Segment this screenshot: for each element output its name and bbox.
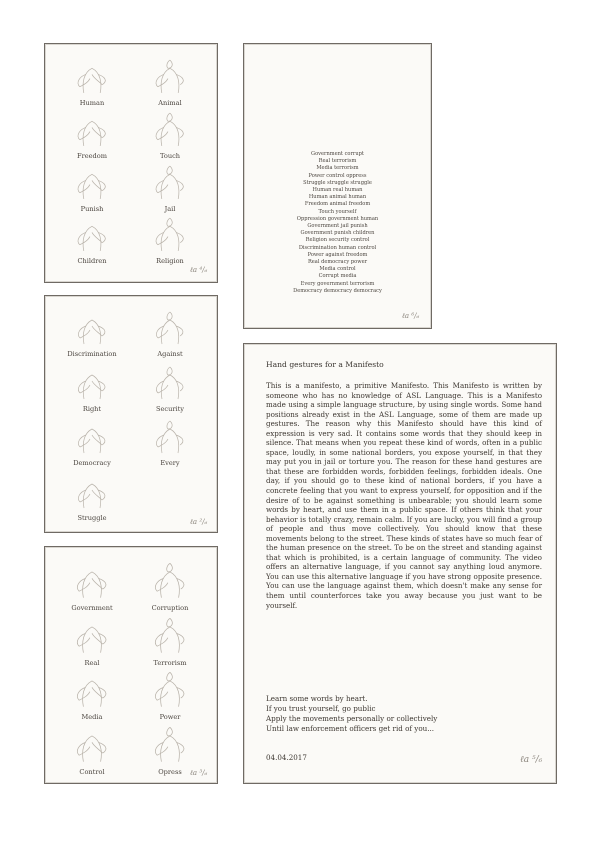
gesture-label: Against	[157, 350, 183, 358]
gesture-label: Security	[156, 405, 184, 413]
gesture-drawing	[57, 162, 127, 203]
gesture-label: Right	[82, 405, 102, 413]
gesture-drawing	[135, 214, 205, 255]
signature: ℓa ⁶/₆	[402, 312, 420, 320]
signature: ℓa ⁵/₆	[520, 755, 543, 765]
gesture-drawing	[57, 308, 127, 348]
manifesto-date: 04.04.2017	[266, 753, 307, 762]
gesture-label: Corruption	[151, 604, 189, 612]
gesture-cell	[57, 472, 127, 524]
word-list	[244, 151, 431, 295]
word-list-line: Discrimination human control	[298, 244, 377, 251]
gesture-cell	[135, 109, 205, 161]
gesture-drawing	[135, 308, 205, 348]
word-list-line: Human animal human	[308, 194, 367, 201]
poem-line: If you trust yourself, go public	[266, 704, 376, 713]
word-list-line: Real democracy power	[307, 259, 368, 266]
poem-line: Apply the movements personally or collectively	[266, 714, 438, 723]
manifesto-title: Hand gestures for a Manifesto	[266, 360, 384, 369]
gesture-cell	[135, 308, 205, 360]
gesture-label: Opress	[158, 768, 182, 776]
gesture-label: Religion	[156, 257, 184, 265]
word-list-line: Power against freedom	[307, 251, 368, 258]
gesture-drawing	[57, 56, 127, 97]
gesture-label: Freedom	[77, 152, 107, 160]
gesture-cell	[135, 559, 205, 611]
gesture-drawing	[57, 614, 127, 657]
manifesto-poem	[266, 694, 437, 734]
gesture-cell	[57, 614, 127, 666]
gesture-cell	[135, 723, 208, 777]
manifesto-body: This is a manifesto, a primitive Manifesto. This Manifesto is written by someone who has no knowledge of ASL Language. This is a Manifesto made using a simple language structure, by using single words. Some hand positions already exist in the ASL Language, some of them are made up gestures. The reason why this Manifesto should have this kind of expression is very sad. It contains some words that they should keep in silence. That means when you repeat these kind of words, often in a public space, loudly, in some national borders, you expose yourself, in that they may put you in jail or torture you. The reason for these hand gestures are that these are forbidden words, forbidden feelings, forbidden ideals. One day, if you should go to these kind of national borders, if you have a concrete feeling that you want to express yourself, for opposition and if the desire of to be against something is unbearable; you should learn some words by heart, and use them in a public space. If others think that your behavior is totally crazy, remain calm. If you are lucky, you will find a group of people and thus move collectively. You should know that these movements belong to the street. These kinds of states have so much fear of the human presence on the street. To be on the street and standing against that which is prohibited, is a certain language of community. The video offers an alternative language, if you cannot say anything loud anymore. You can use this alternative language if you have strong opposite presence. You can use the language against them, which doesn't make any sense for them until counterforces take you away because you just want to be yourself.	[266, 381, 542, 610]
gesture-label: Touch	[159, 152, 181, 160]
gesture-drawing	[135, 614, 205, 657]
gesture-label: Media	[81, 713, 103, 721]
gesture-drawing	[57, 559, 127, 602]
gesture-cell	[135, 614, 205, 666]
gesture-cell	[57, 56, 127, 108]
gesture-drawing	[135, 363, 205, 403]
gesture-label: Animal	[158, 99, 182, 107]
gesture-drawing	[135, 559, 205, 602]
gesture-label: Government	[71, 604, 113, 612]
gesture-cell	[135, 417, 205, 469]
gesture-cell	[135, 56, 205, 108]
gesture-cell	[57, 162, 127, 214]
drawing-sheet-2	[44, 295, 218, 533]
word-list-line: Real terrorism	[318, 158, 357, 165]
gesture-drawing	[135, 417, 205, 457]
word-list-line: Struggle struggle struggle	[303, 179, 372, 186]
word-list-line: Corrupt media	[318, 273, 357, 280]
gesture-label: Terrorism	[153, 659, 187, 667]
signature: ℓa ³/₆	[190, 769, 208, 777]
gesture-drawing	[57, 723, 127, 766]
gesture-drawing	[135, 723, 205, 766]
gesture-cell	[57, 668, 127, 720]
gesture-cell	[57, 109, 127, 161]
word-list-line: Power control oppress	[308, 172, 367, 179]
word-list-line: Media control	[319, 266, 356, 273]
signature: ℓa ⁴/₆	[190, 266, 208, 274]
word-list-line: Government jail punish	[307, 223, 368, 230]
gesture-cell	[57, 308, 127, 360]
word-list-line: Oppression government human	[296, 215, 379, 222]
gesture-label: Human	[79, 99, 105, 107]
word-list-line: Human real human	[312, 187, 363, 194]
word-list-line: Government corrupt	[311, 151, 364, 157]
gesture-cell	[57, 559, 127, 611]
word-list-line: Freedom animal freedom	[304, 201, 371, 208]
gesture-label: Real	[84, 659, 100, 667]
gesture-drawing	[57, 363, 127, 403]
poem-line: Until law enforcement officers get rid of you...	[266, 724, 435, 733]
word-list-line: Touch yourself	[318, 208, 357, 215]
gesture-drawing	[57, 417, 127, 457]
gesture-label: Struggle	[77, 514, 107, 522]
gesture-cell	[57, 363, 127, 415]
drawing-sheet-3	[44, 546, 218, 784]
gesture-cell	[135, 162, 205, 214]
word-list-sheet	[243, 43, 432, 329]
gesture-label: Democracy	[73, 459, 111, 467]
signature: ℓa ²/₆	[190, 518, 208, 526]
gesture-drawing	[135, 162, 205, 203]
gesture-cell	[135, 668, 205, 720]
poem-line: Learn some words by heart.	[266, 694, 368, 703]
gesture-label: Control	[79, 768, 105, 776]
gesture-label: Punish	[80, 205, 104, 213]
gesture-drawing	[57, 214, 127, 255]
drawing-sheet-1	[44, 43, 218, 283]
gesture-label: Children	[77, 257, 107, 265]
gesture-drawing	[57, 668, 127, 711]
manifesto-sheet	[243, 343, 557, 784]
word-list-line: Government punish children	[300, 230, 375, 237]
word-list-line: Every government terrorism	[300, 280, 375, 287]
gesture-drawing	[57, 109, 127, 150]
gesture-cell	[57, 723, 127, 775]
gesture-drawing	[135, 668, 205, 711]
gesture-label: Power	[159, 713, 181, 721]
gesture-cell	[57, 417, 127, 469]
gesture-cell	[135, 363, 205, 415]
gesture-drawing	[57, 472, 127, 512]
gesture-cell	[57, 214, 127, 266]
word-list-line: Media terrorism	[316, 165, 359, 172]
gesture-label: Jail	[164, 205, 176, 213]
word-list-line: Democracy democracy democracy	[293, 287, 382, 294]
gesture-drawing	[135, 109, 205, 150]
word-list-line: Religion security control	[305, 237, 370, 244]
gesture-label: Every	[160, 459, 180, 467]
gesture-cell	[135, 214, 205, 266]
gesture-drawing	[135, 56, 205, 97]
gesture-label: Discrimination	[67, 350, 117, 358]
